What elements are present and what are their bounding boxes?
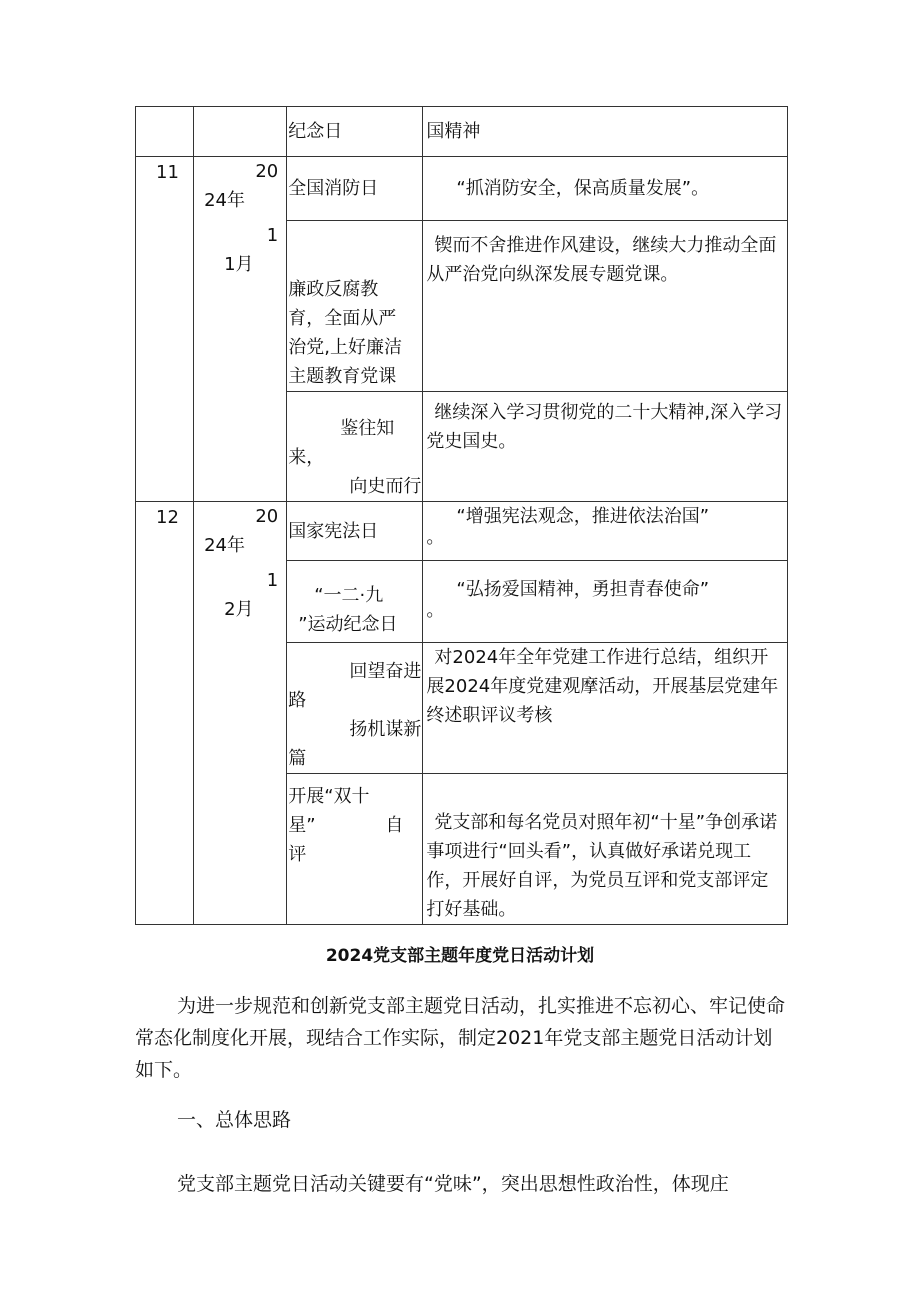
date-line: 1	[266, 225, 279, 246]
table-cell-date	[194, 107, 287, 157]
month-number: 11	[136, 157, 194, 502]
table-cell-name: “一二·九 ”运动纪念日	[287, 561, 423, 643]
section-paragraph: 党支部主题党日活动关键要有“党味”，突出思想性政治性，体现庄	[177, 1173, 729, 1195]
table-cell-content: 锲而不舍推进作风建设，继续大力推动全面从严治党向纵深发展专题党课。	[423, 221, 788, 392]
table-cell-name: 鉴往知 来， 向史而行	[287, 392, 423, 502]
table-cell-name: 全国消防日	[287, 157, 423, 221]
table-cell-content: 继续深入学习贯彻党的二十大精神,深入学习党史国史。	[423, 392, 788, 502]
table-cell-content: 国精神	[423, 107, 788, 157]
table-cell-name: 国家宪法日	[287, 502, 423, 561]
table-cell-content: 党支部和每名党员对照年初“十星”争创承诺事项进行“回头看”，认真做好承诺兑现工作，开展好自评，为党员互评和党支部评定打好基础。	[423, 774, 788, 925]
table-cell-content: 对2024年全年党建工作进行总结，组织开展2024年度党建观摩活动，开展基层党建年终述职评议考核	[423, 643, 788, 774]
date-line: 2月	[224, 599, 254, 620]
table-cell-number	[136, 107, 194, 157]
activity-table	[135, 106, 788, 925]
section-heading: 一、总体思路	[177, 1109, 292, 1131]
table-cell-name: 纪念日	[287, 107, 423, 157]
table-cell-name: 廉政反腐教 育，全面从严 治党,上好廉洁 主题教育党课	[287, 221, 423, 392]
table-cell-content: “弘扬爱国精神，勇担青春使命” 。	[423, 561, 788, 643]
table-row	[136, 157, 788, 221]
table-row	[136, 502, 788, 561]
intro-paragraph: 为进一步规范和创新党支部主题党日活动，扎实推进不忘初心、牢记使命常态化制度化开展，现结合工作实际，制定2021年党支部主题党日活动计划如下。	[135, 995, 786, 1081]
month-date	[194, 502, 287, 925]
table-cell-content: “抓消防安全，保高质量发展”。	[423, 157, 788, 221]
date-line: 20	[255, 506, 279, 527]
table-row	[136, 107, 788, 157]
date-line: 24年	[204, 535, 245, 556]
document-title: 2024党支部主题年度党日活动计划	[325, 946, 595, 966]
table-cell-name: 回望奋进 路 扬机谋新 篇	[287, 643, 423, 774]
date-line: 1月	[224, 254, 254, 275]
date-line: 1	[266, 570, 279, 591]
month-date	[194, 157, 287, 502]
date-line: 24年	[204, 190, 245, 211]
date-line: 20	[255, 161, 279, 182]
month-number: 12	[136, 502, 194, 925]
table-cell-name: 开展“双十 星” 自 评	[287, 774, 423, 925]
table-cell-content: “增强宪法观念，推进依法治国” 。	[423, 502, 788, 561]
